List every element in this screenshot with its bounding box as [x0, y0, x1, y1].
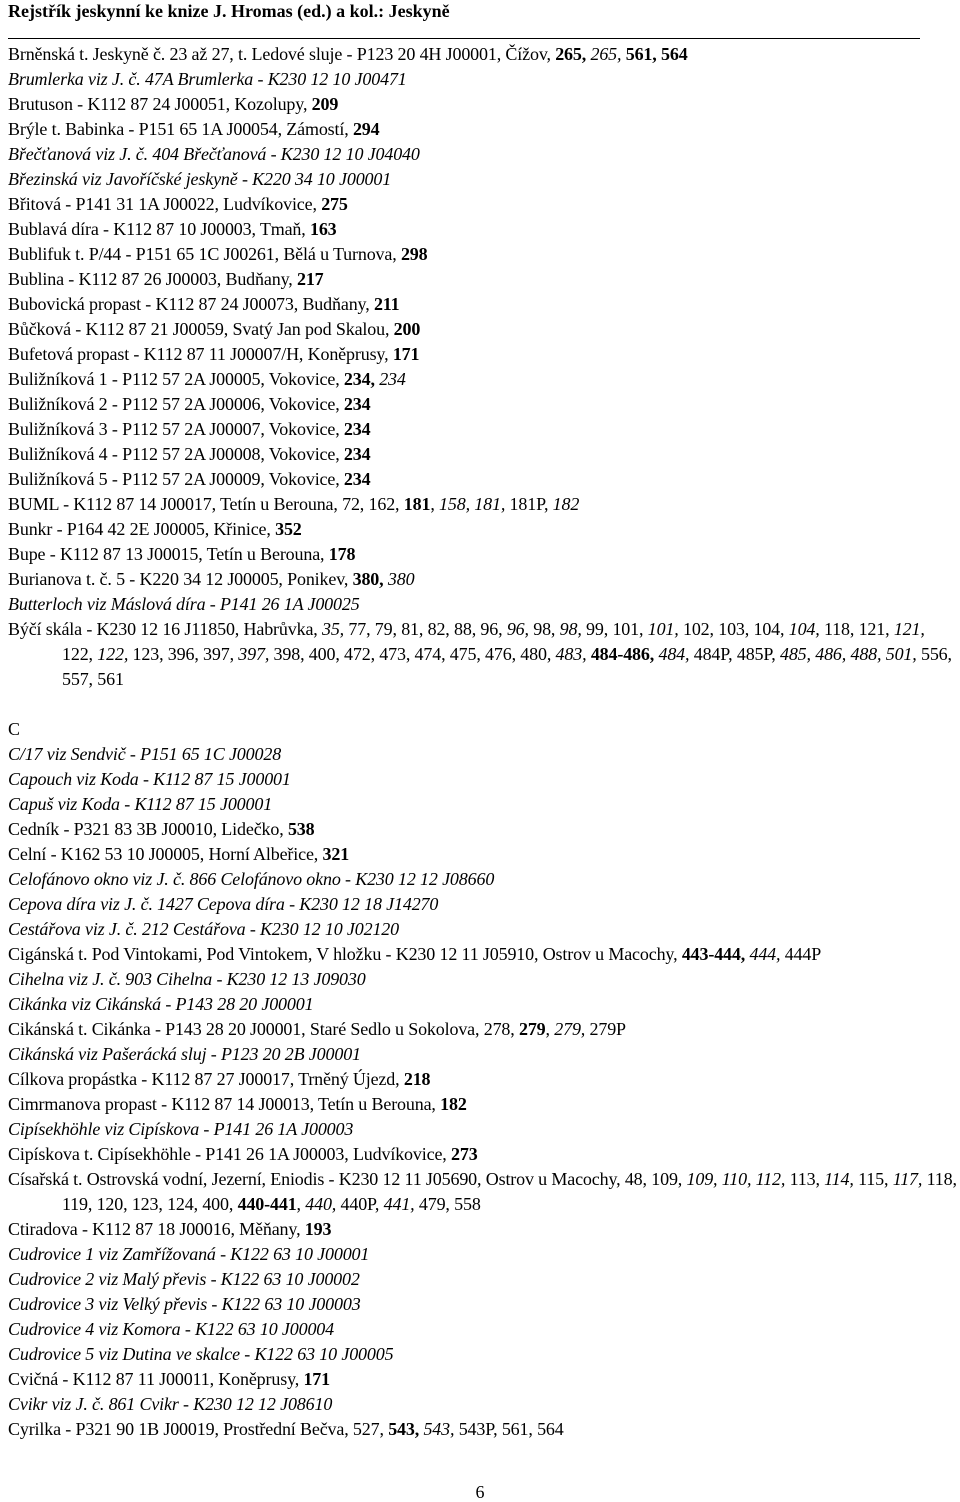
entry-text: Cipískova t. Cipísekhöhle - P141 26 1A J00003, Ludvíkovice,	[8, 1144, 451, 1164]
page-ref-main: 200	[393, 319, 421, 339]
entry-text: Cimrmanova propast - K112 87 14 J00013, Tetín u Berouna,	[8, 1094, 441, 1114]
page-ref-figure: 182	[552, 494, 580, 514]
entry-text: 398, 400, 472, 473, 474, 475, 476, 480,	[269, 644, 556, 664]
index-entry	[8, 892, 958, 917]
entry-text: 123, 396, 397,	[128, 644, 239, 664]
index-entry	[8, 1417, 958, 1442]
index-entry	[8, 992, 958, 1017]
index-entry	[8, 1292, 958, 1317]
index-entry	[8, 1042, 958, 1067]
index-entry	[8, 1167, 958, 1217]
entry-text: Bublina - K112 87 26 J00003, Budňany,	[8, 269, 297, 289]
index-entry	[8, 1142, 958, 1167]
index-entry	[8, 1092, 958, 1117]
index-entry	[8, 517, 958, 542]
index-entry	[8, 1267, 958, 1292]
page-ref-figure: 117,	[892, 1169, 923, 1189]
page-ref-main: 273	[451, 1144, 478, 1164]
entry-text: Celofánovo okno viz J. č. 866 Celofánovo okno - K230 12 12 J08660	[8, 869, 495, 889]
entry-text: 98,	[528, 619, 560, 639]
page-ref-main: 234	[343, 419, 371, 439]
entry-text: Břitová - P141 31 1A J00022, Ludvíkovice,	[8, 194, 322, 214]
page-ref-figure: 104,	[788, 619, 820, 639]
page-ref-main: 543,	[388, 1419, 420, 1439]
index-entry	[8, 367, 958, 392]
entry-text: 279P	[585, 1019, 626, 1039]
index-entry	[8, 267, 958, 292]
entry-text: Bufetová propast - K112 87 11 J00007/H, Koněprusy,	[8, 344, 393, 364]
index-entry	[8, 1342, 958, 1367]
entry-text: Butterloch viz Máslová díra - P141 26 1A J00025	[8, 594, 360, 614]
page-ref-main: 209	[311, 94, 339, 114]
entry-text: Cipísekhöhle viz Cipískova - P141 26 1A J00003	[8, 1119, 354, 1139]
page-ref-figure: 96,	[506, 619, 529, 639]
index-entry	[8, 1242, 958, 1267]
page-ref-figure: 265,	[590, 44, 622, 64]
entry-text: Cihelna viz J. č. 903 Cihelna - K230 12 13 J09030	[8, 969, 366, 989]
page-ref-main: 193	[304, 1219, 332, 1239]
index-entry	[8, 467, 958, 492]
page-ref-main: 234,	[343, 369, 375, 389]
entry-text: Cedník - P321 83 3B J00010, Lidečko,	[8, 819, 288, 839]
entry-text: Býčí skála - K230 12 16 J11850, Habrůvka,	[8, 619, 322, 639]
entry-text: Capouch viz Koda - K112 87 15 J00001	[8, 769, 291, 789]
index-entry	[8, 567, 958, 592]
page-ref-main: 218	[403, 1069, 431, 1089]
page-ref-figure: 485, 486, 488, 501,	[779, 644, 917, 664]
page-ref-main: 440-441	[237, 1194, 297, 1214]
page-ref-main: 564	[661, 44, 688, 64]
entry-text: 99, 101,	[581, 619, 648, 639]
entry-text: Cvikr viz J. č. 861 Cvikr - K230 12 12 J08610	[8, 1394, 333, 1414]
entry-text: Bunkr - P164 42 2E J00005, Křinice,	[8, 519, 276, 539]
entry-text: Buližníková 1 - P112 57 2A J00005, Vokovice,	[8, 369, 344, 389]
page-ref-main: 321	[322, 844, 350, 864]
entry-text: Bubovická propast - K112 87 24 J00073, Budňany,	[8, 294, 374, 314]
entry-text: Cikánská viz Pašerácká sluj - P123 20 2B J00001	[8, 1044, 361, 1064]
entry-text: Bublifuk t. P/44 - P151 65 1C J00261, Bělá u Turnova,	[8, 244, 401, 264]
index-entry	[8, 867, 958, 892]
page-ref-figure: 101,	[647, 619, 679, 639]
page-number: 6	[475, 1482, 485, 1502]
page-ref-figure: 121,	[893, 619, 925, 639]
page-ref-main: 171	[392, 344, 420, 364]
entry-text: Cudrovice 5 viz Dutina ve skalce - K122 63 10 J00005	[8, 1344, 394, 1364]
entry-text: Bublavá díra - K112 87 10 J00003, Tmaň,	[8, 219, 310, 239]
entry-text: 102, 103, 104,	[678, 619, 789, 639]
page-ref-main: 234	[343, 394, 371, 414]
index-entry	[8, 92, 958, 117]
entry-text: C	[8, 719, 20, 739]
entry-text: 118, 119, 120, 123, 124, 400,	[62, 1169, 957, 1214]
index-entry	[8, 742, 958, 767]
entry-text: Cudrovice 1 viz Zamřížovaná - K122 63 10 J00001	[8, 1244, 370, 1264]
entry-text: 113,	[785, 1169, 825, 1189]
entry-text: Brněnská t. Jeskyně č. 23 až 27, t. Ledové sluje - P123 20 4H J00001, Čížov,	[8, 44, 556, 64]
entry-text: Břečťanová viz J. č. 404 Břečťanová - K230 12 10 J04040	[8, 144, 420, 164]
entry-text: Cyrilka - P321 90 1B J00019, Prostřední Bečva, 527,	[8, 1419, 389, 1439]
entry-text: 118, 121,	[819, 619, 894, 639]
entry-text: 181P,	[505, 494, 553, 514]
index-entry	[8, 767, 958, 792]
index-entry	[8, 242, 958, 267]
entry-text: 444P	[780, 944, 822, 964]
index-entry	[8, 917, 958, 942]
page-ref-main: 561,	[625, 44, 657, 64]
entry-text: 543P, 561, 564	[454, 1419, 564, 1439]
index-entry	[8, 792, 958, 817]
page-ref-main: 484-486,	[590, 644, 655, 664]
page-ref-figure: 109, 110, 112,	[686, 1169, 786, 1189]
index-entry	[8, 1067, 958, 1092]
entry-text: Ctiradova - K112 87 18 J00016, Měňany,	[8, 1219, 305, 1239]
page-ref-main: 380,	[352, 569, 384, 589]
entry-text: ,	[545, 1019, 555, 1039]
entry-text: ,	[430, 494, 440, 514]
page-ref-figure: 35,	[321, 619, 345, 639]
index-entry	[8, 67, 958, 92]
index-entry	[8, 217, 958, 242]
index-entry	[8, 192, 958, 217]
index-entry	[8, 142, 958, 167]
page-ref-main: 275	[321, 194, 348, 214]
entry-text: Brýle t. Babinka - P151 65 1A J00054, Zámostí,	[8, 119, 353, 139]
page-ref-main: 217	[296, 269, 324, 289]
entry-text: 556, 557, 561	[62, 644, 952, 689]
index-entry	[8, 492, 958, 517]
page-ref-figure: 440,	[305, 1194, 337, 1214]
entry-text: 122,	[62, 644, 98, 664]
index-entry	[8, 417, 958, 442]
index-entry	[8, 442, 958, 467]
entry-text: Císařská t. Ostrovská vodní, Jezerní, Eniodis - K230 12 11 J05690, Ostrov u Macochy, 48, 109,	[8, 1169, 687, 1189]
page-ref-main: 265,	[555, 44, 587, 64]
entry-text: Cikánská t. Cikánka - P143 28 20 J00001, Staré Sedlo u Sokolova, 278,	[8, 1019, 519, 1039]
page-ref-main: 279	[518, 1019, 546, 1039]
entry-text: Cvičná - K112 87 11 J00011, Koněprusy,	[8, 1369, 304, 1389]
index-entry	[8, 167, 958, 192]
page-ref-figure: 543,	[423, 1419, 455, 1439]
entry-text: Bůčková - K112 87 21 J00059, Svatý Jan pod Skalou,	[8, 319, 394, 339]
entry-text: Cudrovice 3 viz Velký převis - K122 63 10 J00003	[8, 1294, 361, 1314]
page-ref-main: 182	[440, 1094, 467, 1114]
page-ref-figure: 397,	[238, 644, 270, 664]
page-header	[8, 0, 920, 39]
page-ref-figure: 444,	[749, 944, 781, 964]
index-entry	[8, 592, 958, 617]
page-ref-figure: 114,	[824, 1169, 854, 1189]
entry-text: Březinská viz Javoříčské jeskyně - K220 34 10 J00001	[8, 169, 392, 189]
entry-text: 440P,	[336, 1194, 384, 1214]
entry-text: 479, 558	[414, 1194, 481, 1214]
entry-text: Buližníková 4 - P112 57 2A J00008, Vokovice,	[8, 444, 344, 464]
page-ref-figure: 380	[387, 569, 415, 589]
index-entry	[8, 117, 958, 142]
index-entry	[8, 942, 958, 967]
index-entry	[8, 342, 958, 367]
page-ref-main: 443-444,	[681, 944, 746, 964]
index-entry	[8, 1317, 958, 1342]
entry-text: Cudrovice 2 viz Malý převis - K122 63 10 J00002	[8, 1269, 360, 1289]
page-ref-figure: 483,	[555, 644, 587, 664]
entry-text: Capuš viz Koda - K112 87 15 J00001	[8, 794, 273, 814]
page-ref-main: 178	[328, 544, 356, 564]
index-entry	[8, 817, 958, 842]
index-entry	[8, 1217, 958, 1242]
entry-text: Bupe - K112 87 13 J00015, Tetín u Berouna,	[8, 544, 329, 564]
section-letter	[8, 717, 958, 742]
index-entry	[8, 317, 958, 342]
entry-text: Cílkova propástka - K112 87 27 J00017, Trněný Újezd,	[8, 1069, 404, 1089]
page-ref-figure: 484,	[658, 644, 690, 664]
index-entries	[8, 42, 958, 1442]
entry-text: Cikánka viz Cikánská - P143 28 20 J00001	[8, 994, 314, 1014]
page-ref-main: 298	[400, 244, 428, 264]
entry-text: Brumlerka viz J. č. 47A Brumlerka - K230 12 10 J00471	[8, 69, 407, 89]
index-entry	[8, 392, 958, 417]
entry-text: Burianova t. č. 5 - K220 34 12 J00005, Ponikev,	[8, 569, 353, 589]
page-ref-main: 234	[343, 444, 371, 464]
index-entry	[8, 842, 958, 867]
page-ref-main: 163	[309, 219, 337, 239]
index-entry	[8, 1117, 958, 1142]
page-ref-main: 181	[403, 494, 431, 514]
entry-text: Buližníková 2 - P112 57 2A J00006, Vokovice,	[8, 394, 344, 414]
page-ref-figure: 279,	[554, 1019, 586, 1039]
index-entry	[8, 542, 958, 567]
index-entry	[8, 1367, 958, 1392]
entry-text: 484P, 485P,	[689, 644, 780, 664]
entry-text: Cigánská t. Pod Vintokami, Pod Vintokem, V hložku - K230 12 11 J05910, Ostrov u Macochy,	[8, 944, 682, 964]
page-ref-main: 211	[373, 294, 400, 314]
page-ref-main: 352	[275, 519, 302, 539]
entry-text: Cepova díra viz J. č. 1427 Cepova díra - K230 12 18 J14270	[8, 894, 439, 914]
entry-text: ,	[296, 1194, 306, 1214]
entry-text: C/17 viz Sendvič - P151 65 1C J00028	[8, 744, 282, 764]
header-title: Rejstřík jeskynní ke knize J. Hromas (ed.) a kol.: Jeskyně	[8, 1, 450, 21]
page-ref-figure: 441,	[383, 1194, 415, 1214]
entry-text: Brutuson - K112 87 24 J00051, Kozolupy,	[8, 94, 312, 114]
entry-text: 77, 79, 81, 82, 88, 96,	[344, 619, 507, 639]
page-ref-main: 294	[352, 119, 380, 139]
page-ref-main: 171	[303, 1369, 331, 1389]
index-entry	[8, 1392, 958, 1417]
entry-text: Celní - K162 53 10 J00005, Horní Albeřice,	[8, 844, 323, 864]
entry-text: Buližníková 3 - P112 57 2A J00007, Vokovice,	[8, 419, 344, 439]
index-entry	[8, 617, 958, 692]
index-entry	[8, 967, 958, 992]
entry-text: BUML - K112 87 14 J00017, Tetín u Berouna, 72, 162,	[8, 494, 404, 514]
entry-text: Cestářova viz J. č. 212 Cestářova - K230 12 10 J02120	[8, 919, 400, 939]
page-ref-figure: 234	[379, 369, 406, 389]
index-entry	[8, 292, 958, 317]
page-ref-figure: 122,	[97, 644, 129, 664]
index-entry	[8, 42, 958, 67]
entry-text: 115,	[853, 1169, 893, 1189]
page-ref-figure: 158, 181,	[439, 494, 506, 514]
page-ref-figure: 98,	[559, 619, 582, 639]
page-ref-main: 538	[287, 819, 315, 839]
index-entry	[8, 1017, 958, 1042]
entry-text: Buližníková 5 - P112 57 2A J00009, Vokovice,	[8, 469, 344, 489]
page-ref-main: 234	[343, 469, 371, 489]
entry-text: Cudrovice 4 viz Komora - K122 63 10 J00004	[8, 1319, 335, 1339]
